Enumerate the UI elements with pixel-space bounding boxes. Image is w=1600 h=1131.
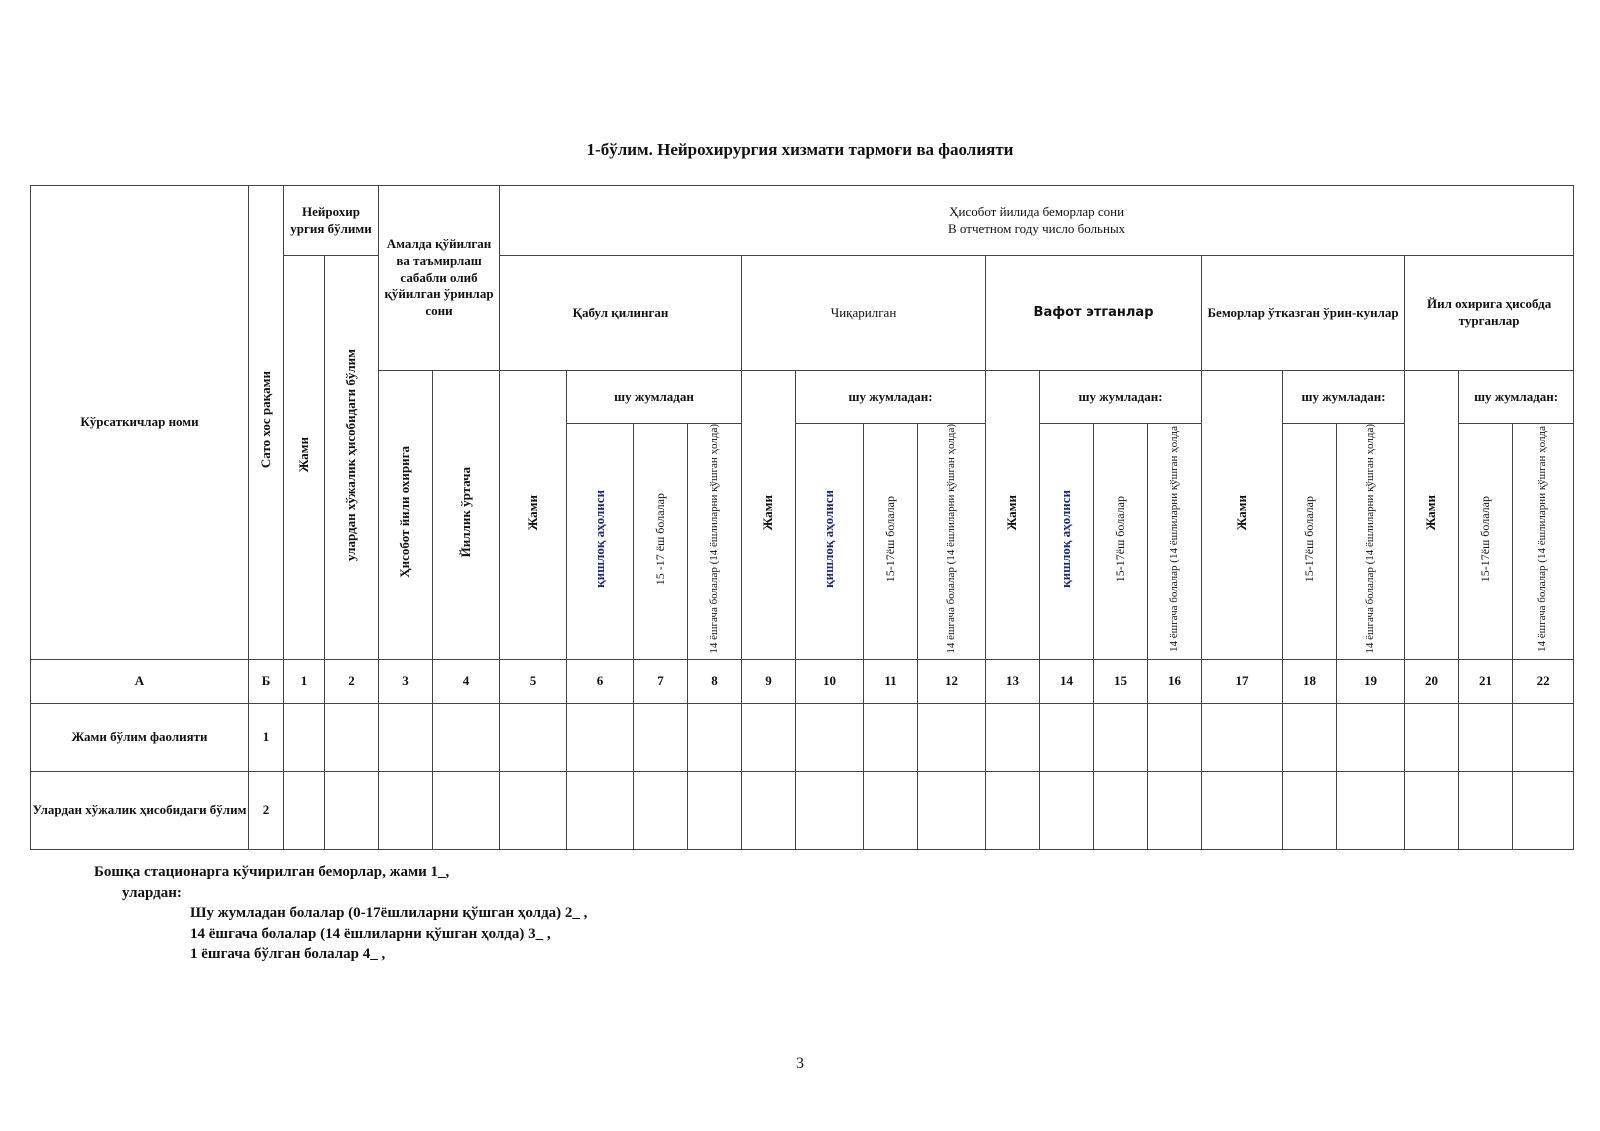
statistics-form-table: [30, 185, 1574, 850]
data-cell[interactable]: [1337, 771, 1405, 849]
column-number: 15: [1094, 659, 1148, 703]
data-cell[interactable]: [688, 703, 742, 771]
dept-total-header: Жами: [284, 256, 325, 660]
column-number: 22: [1513, 659, 1574, 703]
column-number: 9: [742, 659, 796, 703]
notes-line: 1 ёшгача бўлган болалар 4_ ,: [190, 946, 386, 962]
died-kids-header: 14 ёшгача болалар (14 ёшлиларни қўшган ҳолда: [1148, 424, 1202, 660]
discharged-teens-header: 15-17ёш болалар: [864, 424, 918, 660]
column-number: 11: [864, 659, 918, 703]
table-row: [31, 703, 1574, 771]
indicator-name-header: Кўрсаткичлар номи: [31, 186, 249, 660]
row-label: Жами бўлим фаолияти: [31, 703, 249, 771]
remaining-header: Йил охирига ҳисобда турганлар: [1405, 256, 1574, 371]
data-cell[interactable]: [1459, 771, 1513, 849]
beds-year-end-header: Ҳисобот йили охирига: [379, 371, 433, 660]
data-cell[interactable]: [1405, 771, 1459, 849]
code-header: Сато хос рақами: [249, 186, 284, 660]
admitted-rural-header: қишлоқ аҳолиси: [567, 424, 634, 660]
data-cell[interactable]: [1040, 703, 1094, 771]
column-number: 2: [325, 659, 379, 703]
data-cell[interactable]: [567, 703, 634, 771]
notes-line: улардан:: [122, 884, 182, 901]
column-number-row: [31, 659, 1574, 703]
column-number: 10: [796, 659, 864, 703]
column-number: 4: [433, 659, 500, 703]
bed-days-total-header: Жами: [1202, 371, 1283, 660]
column-number: 5: [500, 659, 567, 703]
column-number: 17: [1202, 659, 1283, 703]
data-cell[interactable]: [1283, 771, 1337, 849]
discharged-total-header: Жами: [742, 371, 796, 660]
column-number: 13: [986, 659, 1040, 703]
department-header: Нейрохир ургия бўлими: [284, 186, 379, 256]
data-cell[interactable]: [918, 703, 986, 771]
remaining-teens-header: 15-17ёш болалар: [1459, 424, 1513, 660]
discharged-including-header: шу жумладан:: [796, 371, 986, 424]
bed-days-header: Беморлар ўтказган ўрин-кунлар: [1202, 256, 1405, 371]
dept-selffinance-header: улардан хўжалик ҳисобидаги бўлим: [325, 256, 379, 660]
data-cell[interactable]: [1513, 771, 1574, 849]
beds-avg-header: Йиллик ўртача: [433, 371, 500, 660]
remaining-kids-header: 14 ёшгача болалар (14 ёшлиларни қўшган ҳолда: [1513, 424, 1574, 660]
data-cell[interactable]: [1040, 771, 1094, 849]
data-cell[interactable]: [567, 771, 634, 849]
column-number: 8: [688, 659, 742, 703]
data-cell[interactable]: [796, 703, 864, 771]
data-cell[interactable]: [500, 771, 567, 849]
admitted-total-header: Жами: [500, 371, 567, 660]
data-cell[interactable]: [1513, 703, 1574, 771]
table-row: [31, 771, 1574, 849]
admitted-header: Қабул қилинган: [500, 256, 742, 371]
data-cell[interactable]: [284, 703, 325, 771]
data-cell[interactable]: [918, 771, 986, 849]
row-code: 1: [249, 703, 284, 771]
column-number: 3: [379, 659, 433, 703]
section-title: 1-бўлим. Нейрохирургия хизмати тармоғи ва фаолияти: [586, 140, 1014, 159]
discharged-rural-header: қишлоқ аҳолиси: [796, 424, 864, 660]
remaining-total-header: Жами: [1405, 371, 1459, 660]
beds-header: Амалда қўйилган ва таъмирлаш сабабли олиб қўйилган ўринлар сони: [379, 186, 500, 371]
data-cell[interactable]: [986, 703, 1040, 771]
column-number: 7: [634, 659, 688, 703]
data-cell[interactable]: [1202, 771, 1283, 849]
column-number: 16: [1148, 659, 1202, 703]
column-number: Б: [249, 659, 284, 703]
column-number: 1: [284, 659, 325, 703]
died-rural-header: қишлоқ аҳолиси: [1040, 424, 1094, 660]
died-header: Вафот этганлар: [986, 256, 1202, 371]
data-cell[interactable]: [864, 771, 918, 849]
data-cell[interactable]: [433, 771, 500, 849]
transfer-notes: [94, 862, 587, 965]
page-number: 3: [796, 1055, 804, 1072]
patients-header: Ҳисобот йилида беморлар сони В отчетном году число больных: [500, 186, 1574, 256]
data-cell[interactable]: [1148, 771, 1202, 849]
data-cell[interactable]: [1094, 771, 1148, 849]
column-number: 19: [1337, 659, 1405, 703]
data-cell[interactable]: [325, 771, 379, 849]
row-code: 2: [249, 771, 284, 849]
died-including-header: шу жумладан:: [1040, 371, 1202, 424]
data-cell[interactable]: [688, 771, 742, 849]
bed-days-teens-header: 15-17ёш болалар: [1283, 424, 1337, 660]
data-cell[interactable]: [796, 771, 864, 849]
admitted-teens-header: 15 -17 ёш болалар: [634, 424, 688, 660]
notes-line: 14 ёшгача болалар (14 ёшлиларни қўшган ҳолда) 3_ ,: [190, 925, 551, 942]
bed-days-kids-header: 14 ёшгача болалар (14 ёшлиларни қўшган ҳолда): [1337, 424, 1405, 660]
data-cell[interactable]: [742, 771, 796, 849]
data-cell[interactable]: [864, 703, 918, 771]
notes-line: Бошқа стационарга кўчирилган беморлар, жами 1_,: [94, 864, 450, 880]
notes-line: Шу жумладан болалар (0-17ёшлиларни қўшган ҳолда) 2_ ,: [190, 905, 588, 921]
data-cell[interactable]: [433, 703, 500, 771]
bed-days-including-header: шу жумладан:: [1283, 371, 1405, 424]
column-number: 6: [567, 659, 634, 703]
column-number: 12: [918, 659, 986, 703]
discharged-header: Чиқарилган: [742, 256, 986, 371]
data-cell[interactable]: [634, 771, 688, 849]
column-number: 18: [1283, 659, 1337, 703]
remaining-including-header: шу жумладан:: [1459, 371, 1574, 424]
data-cell[interactable]: [1094, 703, 1148, 771]
data-cell[interactable]: [1337, 703, 1405, 771]
column-number: 20: [1405, 659, 1459, 703]
row-label: Улардан хўжалик ҳисобидаги бўлим: [31, 771, 249, 849]
died-teens-header: 15-17ёш болалар: [1094, 424, 1148, 660]
data-cell[interactable]: [1405, 703, 1459, 771]
data-cell[interactable]: [1202, 703, 1283, 771]
admitted-including-header: шу жумладан: [567, 371, 742, 424]
data-cell[interactable]: [379, 703, 433, 771]
column-number: 21: [1459, 659, 1513, 703]
discharged-kids-header: 14 ёшгача болалар (14 ёшлиларни қўшган ҳолда): [918, 424, 986, 660]
data-cell[interactable]: [1459, 703, 1513, 771]
data-cell[interactable]: [986, 771, 1040, 849]
column-number: 14: [1040, 659, 1094, 703]
data-cell[interactable]: [500, 703, 567, 771]
data-cell[interactable]: [634, 703, 688, 771]
admitted-kids-header: 14 ёшгача болалар (14 ёшлиларни қўшган ҳолда): [688, 424, 742, 660]
data-cell[interactable]: [325, 703, 379, 771]
column-number: А: [31, 659, 249, 703]
data-cell[interactable]: [284, 771, 325, 849]
data-cell[interactable]: [742, 703, 796, 771]
data-cell[interactable]: [1283, 703, 1337, 771]
data-cell[interactable]: [379, 771, 433, 849]
died-total-header: Жами: [986, 371, 1040, 660]
data-cell[interactable]: [1148, 703, 1202, 771]
